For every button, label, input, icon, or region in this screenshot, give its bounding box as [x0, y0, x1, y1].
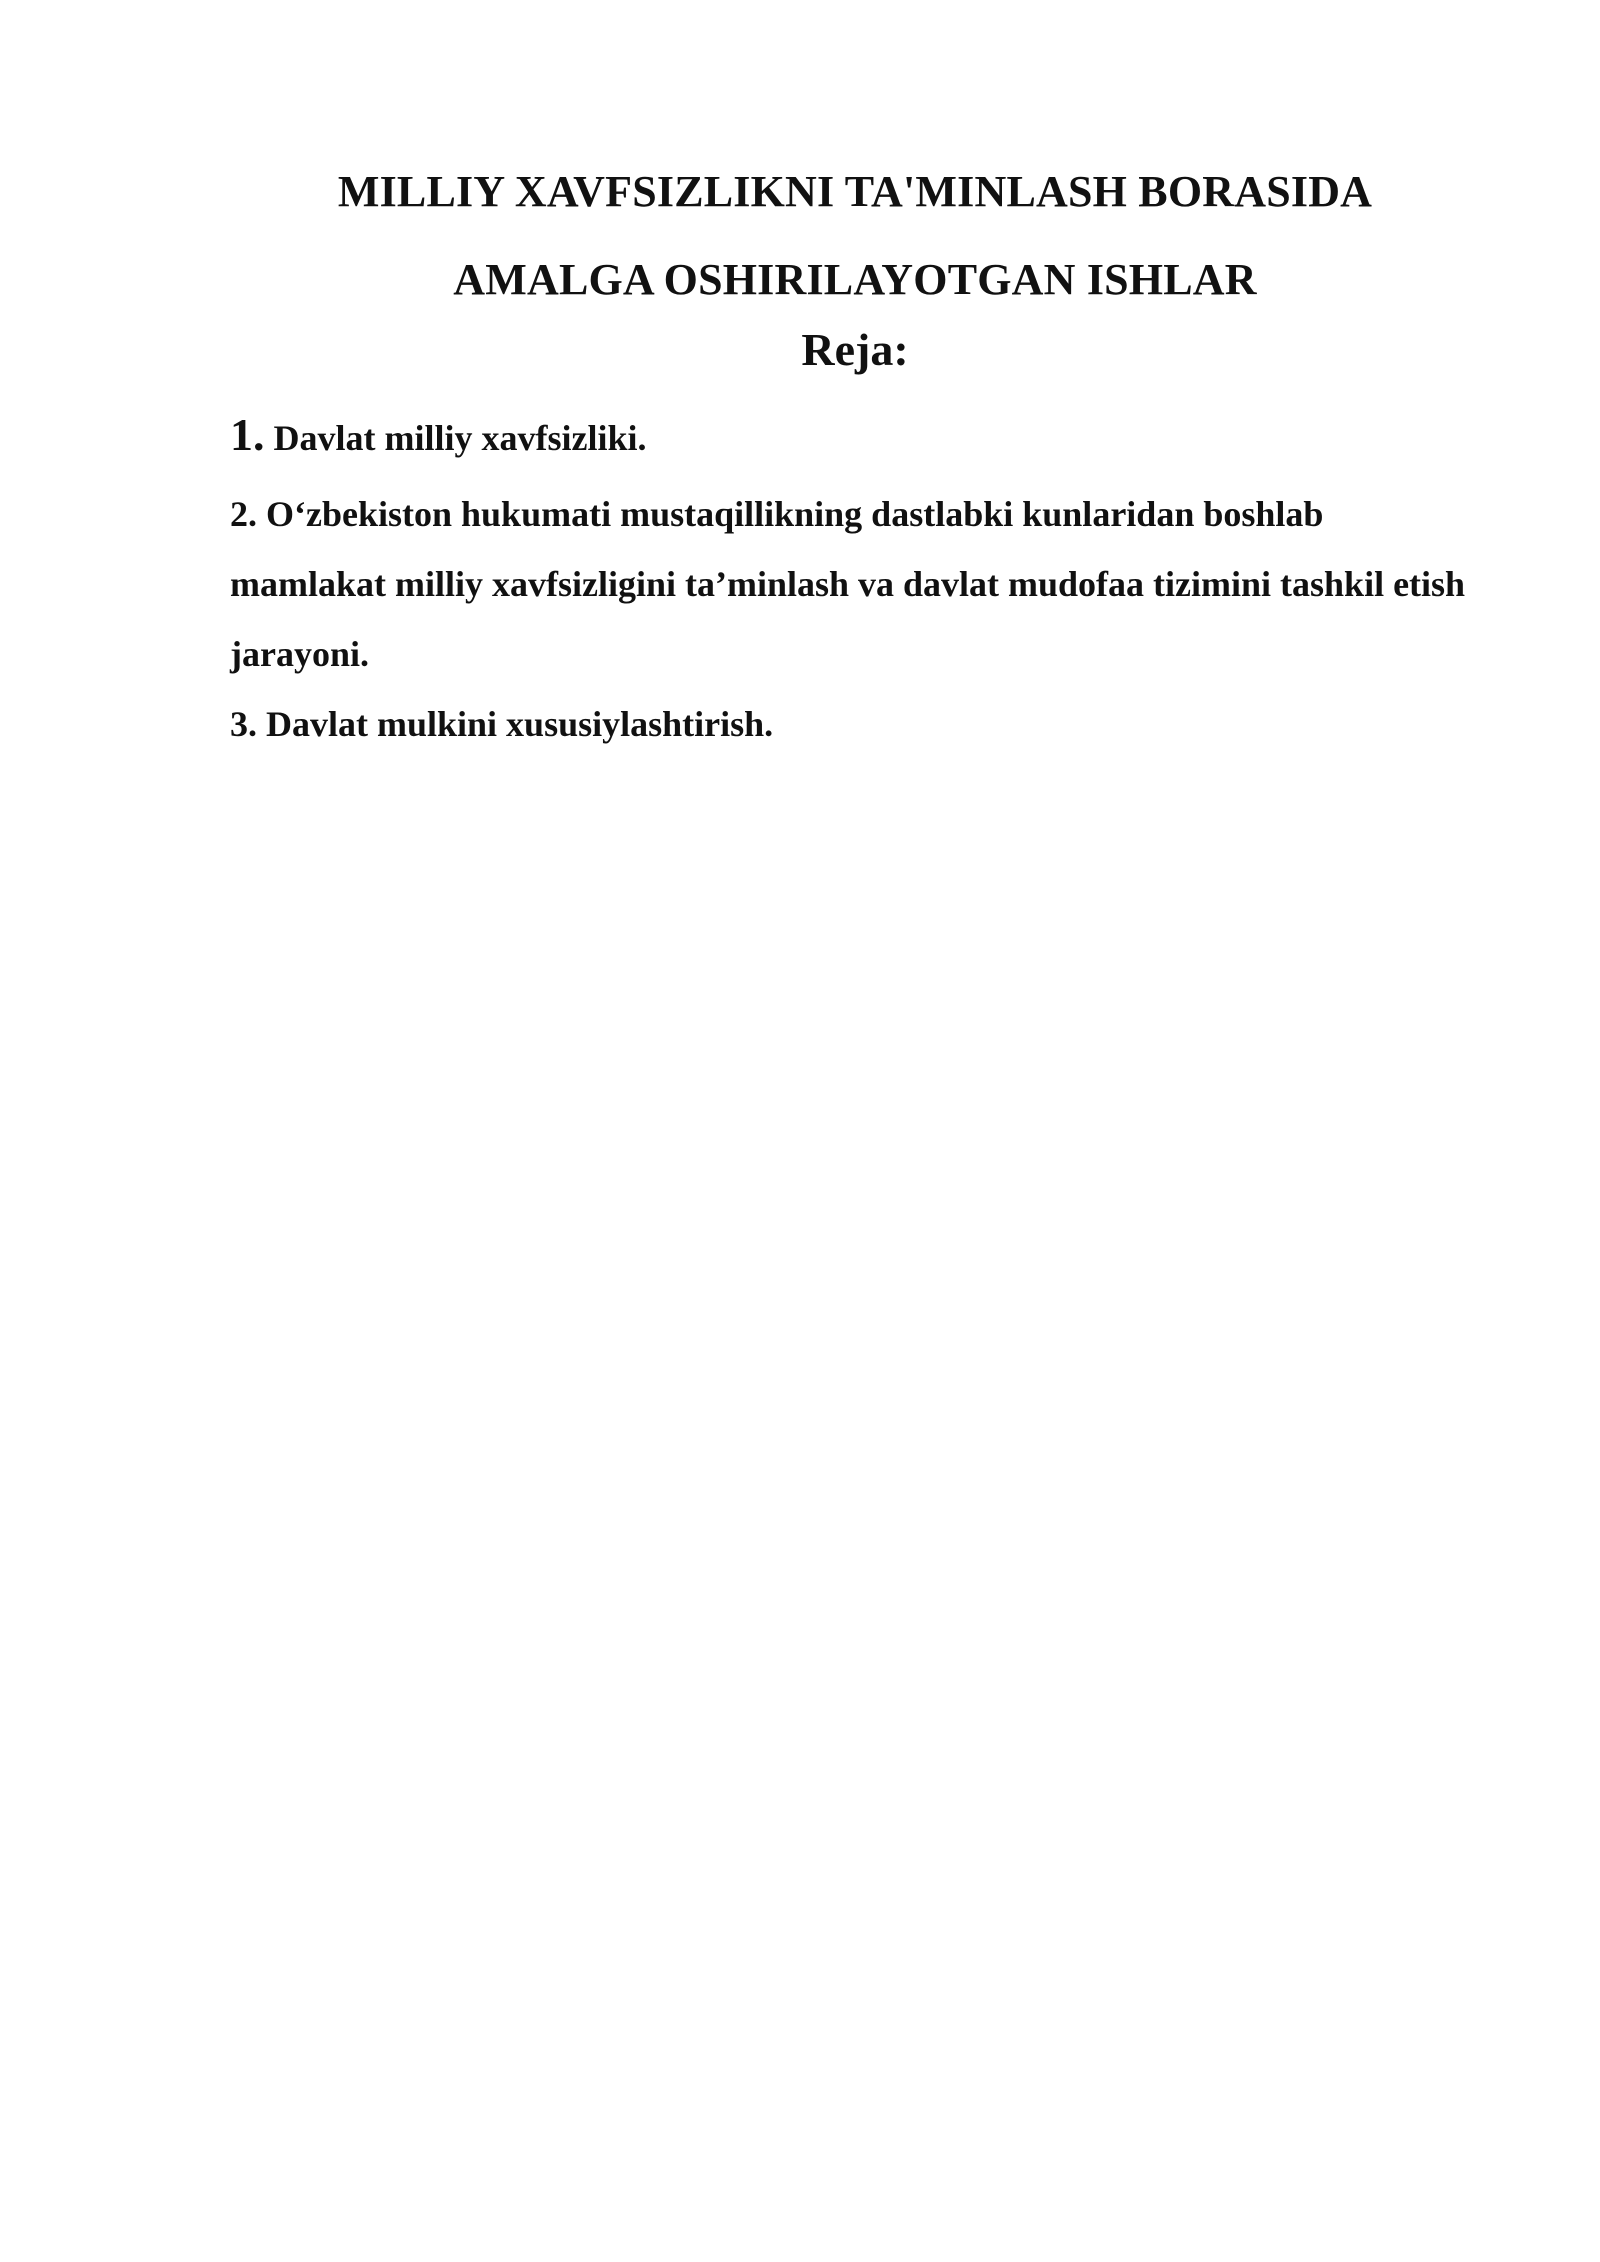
title-line-1: MILLIY XAVFSIZLIKNI TA'MINLASH BORASIDA — [337, 167, 1373, 216]
plan-item-text: Davlat mulkini xususiylashtirish. — [257, 704, 774, 744]
plan-item — [230, 689, 1480, 759]
plan-item-text: Davlat milliy xavfsizliki. — [264, 418, 647, 458]
plan-heading: Reja: — [801, 324, 909, 375]
plan-item-number: 2. — [230, 494, 257, 534]
plan-item-text: O‘zbekiston hukumati mustaqillikning dastlabki kunlaridan boshlab mamlakat milliy xavfsizligini ta’minlash va davlat mudofaa tizimini tashkil etish jarayoni. — [230, 494, 1466, 674]
plan-item — [230, 479, 1480, 689]
title-line-2: AMALGA OSHIRILAYOTGAN ISHLAR — [453, 255, 1257, 304]
plan-item — [230, 400, 1480, 473]
plan-item-number: 1. — [230, 409, 265, 460]
plan-list — [230, 400, 1480, 759]
document-title — [230, 148, 1480, 324]
plan-item-number: 3. — [230, 704, 257, 744]
